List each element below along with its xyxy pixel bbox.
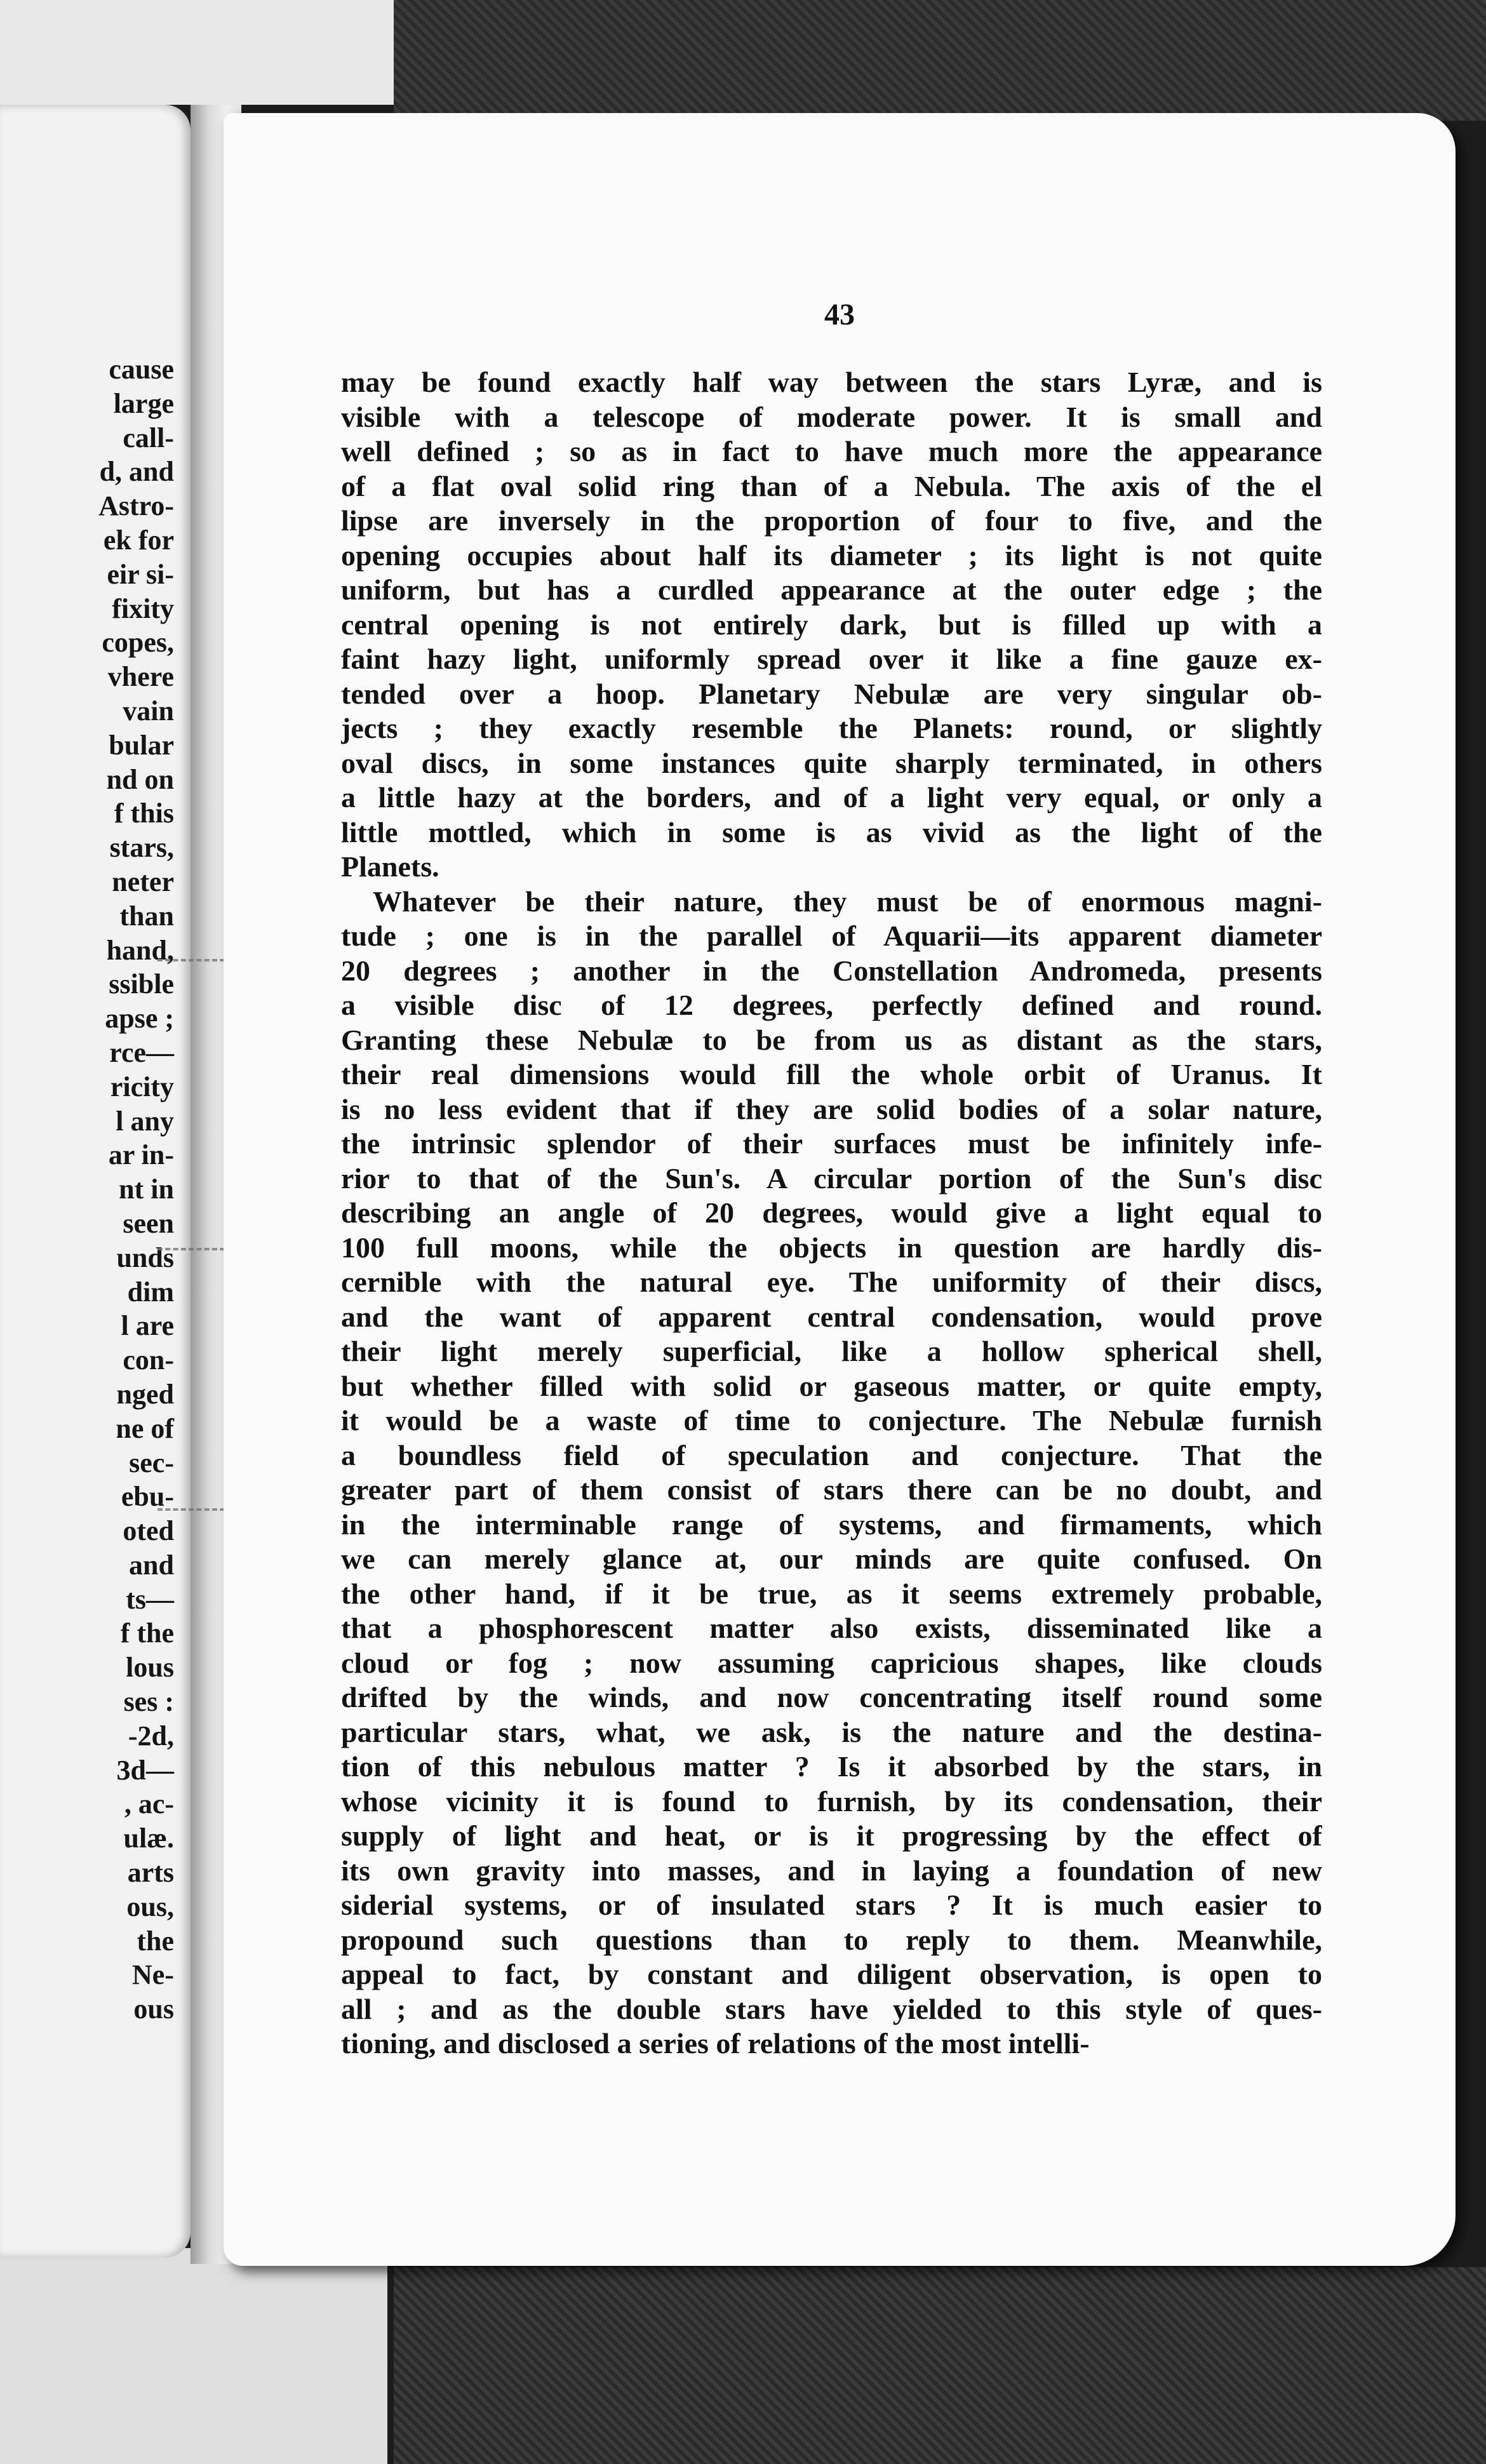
text-line: tioning, and disclosed a series of relations of the most intelli- bbox=[341, 2027, 1090, 2059]
left-page-line: dim bbox=[127, 1276, 174, 1308]
text-line: 100 full moons, while the objects in question are hardly dis- bbox=[341, 1231, 1322, 1264]
text-line: Granting these Nebulæ to be from us as distant as the stars, bbox=[341, 1023, 1322, 1056]
previous-page-edge-top bbox=[0, 0, 394, 105]
text-line: we can merely glance at, our minds are quite confused. On bbox=[341, 1543, 1322, 1575]
text-line: uniform, but has a curdled appearance at the outer edge ; the bbox=[341, 573, 1322, 606]
text-line: Whatever be their nature, they must be of enormous magni- bbox=[373, 885, 1322, 918]
text-line: 20 degrees ; another in the Constellation Andromeda, presents bbox=[341, 954, 1322, 987]
left-page-line: sec- bbox=[129, 1447, 174, 1478]
left-page-line: than bbox=[119, 900, 174, 932]
text-line: a boundless field of speculation and conjecture. That the bbox=[341, 1438, 1322, 1471]
page-number: 43 bbox=[824, 298, 855, 331]
text-line: a little hazy at the borders, and of a light very equal, or only a bbox=[341, 781, 1322, 814]
left-page-line: -2d, bbox=[128, 1720, 174, 1751]
text-line: faint hazy light, uniformly spread over it like a fine gauze ex- bbox=[341, 643, 1322, 675]
left-page-line: ar in- bbox=[108, 1139, 174, 1171]
left-page-line: arts bbox=[127, 1857, 174, 1889]
left-page-line: nd on bbox=[106, 763, 174, 795]
left-page-line: seen bbox=[123, 1207, 174, 1239]
left-page-line: Ne- bbox=[132, 1959, 174, 1991]
text-line: describing an angle of 20 degrees, would give a light equal to bbox=[341, 1196, 1322, 1229]
text-line: tended over a hoop. Planetary Nebulæ are very singular ob- bbox=[341, 677, 1322, 710]
text-line: well defined ; so as in fact to have much more the appearance bbox=[341, 435, 1322, 467]
left-page-line: and bbox=[129, 1549, 174, 1581]
left-page-line: apse ; bbox=[105, 1003, 174, 1034]
left-page-line: Astro- bbox=[98, 490, 174, 522]
left-page-line: ous bbox=[133, 1993, 174, 2025]
left-page-line: the bbox=[137, 1925, 174, 1957]
left-page-line: ses : bbox=[123, 1686, 174, 1718]
text-line: is no less evident that if they are solid bodies of a solar nature, bbox=[341, 1092, 1322, 1125]
left-page-line: ous, bbox=[126, 1891, 174, 1922]
text-line: may be found exactly half way between the stars Lyræ, and is bbox=[341, 366, 1322, 398]
text-line: all ; and as the double stars have yielded to this style of ques- bbox=[341, 1992, 1322, 2025]
text-line: that a phosphorescent matter also exists, disseminated like a bbox=[341, 1612, 1322, 1644]
text-line: but whether filled with solid or gaseous matter, or quite empty, bbox=[341, 1369, 1322, 1402]
left-page-line: bular bbox=[109, 729, 174, 761]
left-page-line: ne of bbox=[116, 1412, 174, 1444]
text-line: appeal to fact, by constant and diligent observation, is open to bbox=[341, 1958, 1322, 1990]
left-page-line: f the bbox=[120, 1617, 174, 1649]
text-line: in the interminable range of systems, and firmaments, which bbox=[341, 1508, 1322, 1541]
left-page-line: eir si- bbox=[107, 558, 174, 590]
text-line: cloud or fog ; now assuming capricious shapes, like clouds bbox=[341, 1646, 1322, 1679]
background-top bbox=[394, 0, 1486, 121]
text-line: the other hand, if it be true, as it seems extremely probable, bbox=[341, 1577, 1322, 1610]
left-page-line: rce— bbox=[109, 1036, 174, 1068]
left-page-line: ebu- bbox=[121, 1481, 174, 1513]
left-page-line: cause bbox=[109, 354, 174, 385]
text-line: drifted by the winds, and now concentrating itself round some bbox=[341, 1681, 1322, 1713]
text-line: its own gravity into masses, and in laying a foundation of new bbox=[341, 1854, 1322, 1887]
text-line: jects ; they exactly resemble the Planets: round, or slightly bbox=[341, 712, 1322, 744]
left-page-line: oted bbox=[123, 1515, 174, 1547]
text-line: their real dimensions would fill the whole orbit of Uranus. It bbox=[341, 1058, 1322, 1090]
text-line: oval discs, in some instances quite sharply terminated, in others bbox=[341, 746, 1322, 779]
left-page-line: neter bbox=[112, 866, 174, 897]
left-page-line: con- bbox=[123, 1344, 174, 1376]
left-page-line: ulæ. bbox=[123, 1823, 174, 1854]
left-page-line: l any bbox=[116, 1105, 174, 1137]
previous-page-edge-bottom bbox=[0, 2248, 387, 2464]
left-page-line: ts— bbox=[126, 1583, 174, 1615]
left-page-line: l are bbox=[121, 1310, 174, 1342]
text-line: greater part of them consist of stars there can be no doubt, and bbox=[341, 1473, 1322, 1506]
right-page bbox=[224, 113, 1456, 2266]
left-page-line: ek for bbox=[103, 524, 174, 556]
left-page bbox=[0, 105, 191, 2258]
left-page-line: nt in bbox=[119, 1174, 174, 1205]
left-page-line: unds bbox=[116, 1242, 174, 1273]
text-line: little mottled, which in some is as vivid as the light of the bbox=[341, 815, 1322, 848]
left-page-line: large bbox=[113, 387, 174, 419]
left-page-line: nged bbox=[116, 1378, 174, 1410]
text-line: rior to that of the Sun's. A circular portion of the Sun's disc bbox=[341, 1162, 1322, 1195]
text-line: their light merely superficial, like a hollow spherical shell, bbox=[341, 1335, 1322, 1367]
text-line: central opening is not entirely dark, but is filled up with a bbox=[341, 608, 1322, 641]
left-page-line: lous bbox=[126, 1652, 174, 1684]
text-line: tion of this nebulous matter ? Is it absorbed by the stars, in bbox=[341, 1750, 1322, 1783]
text-line: cernible with the natural eye. The uniformity of their discs, bbox=[341, 1266, 1322, 1298]
left-page-line: copes, bbox=[102, 627, 174, 659]
left-page-line: d, and bbox=[99, 456, 174, 488]
left-page-line: hand, bbox=[106, 934, 174, 966]
background-bottom bbox=[394, 2267, 1486, 2464]
left-page-text bbox=[0, 352, 174, 2026]
left-page-line: , ac- bbox=[124, 1788, 174, 1820]
left-page-line: f this bbox=[114, 798, 174, 829]
text-line: whose vicinity it is found to furnish, by its condensation, their bbox=[341, 1784, 1322, 1818]
text-line: propound such questions than to reply to them. Meanwhile, bbox=[341, 1923, 1322, 1956]
text-line: particular stars, what, we ask, is the nature and the destina- bbox=[341, 1715, 1322, 1748]
text-line: the intrinsic splendor of their surfaces must be infinitely infe- bbox=[341, 1127, 1322, 1160]
text-line: it would be a waste of time to conjecture. The Nebulæ furnish bbox=[341, 1404, 1322, 1436]
text-line: supply of light and heat, or is it progressing by the effect of bbox=[341, 1819, 1322, 1852]
left-page-line: 3d— bbox=[116, 1754, 174, 1786]
text-line: visible with a telescope of moderate power. It is small and bbox=[341, 400, 1322, 433]
left-page-line: fixity bbox=[112, 593, 174, 624]
text-line: a visible disc of 12 degrees, perfectly defined and round. bbox=[341, 989, 1322, 1021]
text-line: opening occupies about half its diameter ; its light is not quite bbox=[341, 539, 1322, 572]
text-line: lipse are inversely in the proportion of four to five, and the bbox=[341, 504, 1322, 537]
left-page-line: vain bbox=[123, 695, 174, 726]
left-page-line: vhere bbox=[107, 661, 174, 693]
left-page-line: ricity bbox=[110, 1071, 174, 1102]
left-page-line: call- bbox=[123, 422, 174, 453]
left-page-line: ssible bbox=[109, 968, 174, 1000]
left-page-line: stars, bbox=[109, 832, 174, 864]
text-line: and the want of apparent central condensation, would prove bbox=[341, 1300, 1322, 1333]
text-line: tude ; one is in the parallel of Aquarii—its apparent diameter bbox=[341, 920, 1322, 952]
text-line: siderial systems, or of insulated stars ? It is much easier to bbox=[341, 1889, 1322, 1921]
text-line: of a flat oval solid ring than of a Nebula. The axis of the el bbox=[341, 469, 1322, 502]
text-line: Planets. bbox=[341, 850, 439, 883]
